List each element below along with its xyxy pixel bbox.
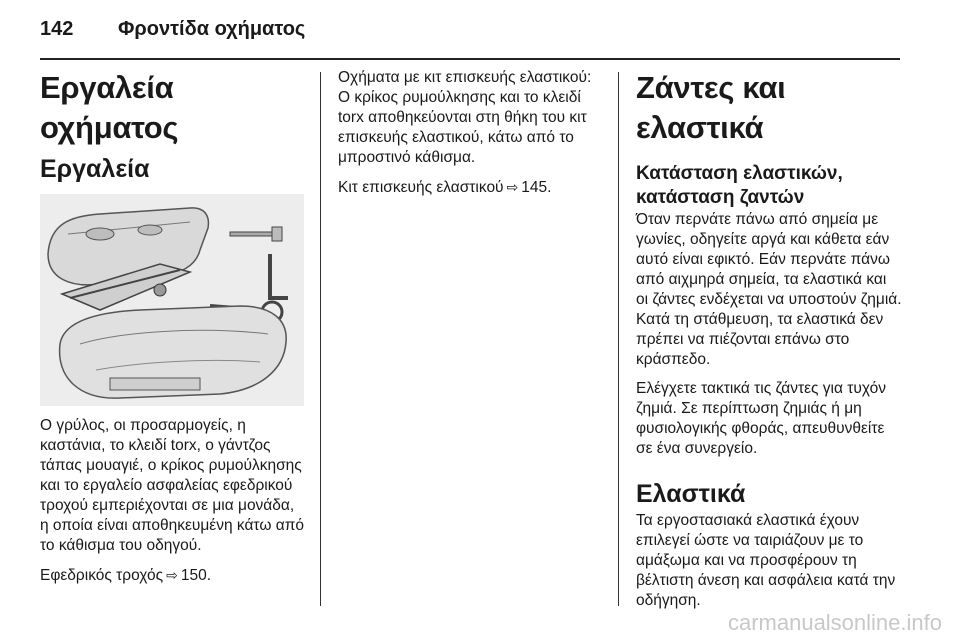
running-title: Φροντίδα οχήματος	[118, 18, 306, 40]
page-number: 142	[40, 18, 74, 40]
column-divider-2	[618, 72, 619, 606]
watermark: carmanualsonline.info	[727, 610, 942, 635]
section-heading-vehicle-tools: Εργαλεία οχήματος	[40, 70, 179, 145]
repair-kit-ref-page[interactable]: 145.	[521, 179, 552, 196]
spare-wheel-ref-page[interactable]: 150.	[180, 567, 212, 584]
repair-kit-description: Οχήματα με κιτ επισκευής ελαστικού: Ο κρίκος ρυμούλκησης και το κλειδί torx αποθηκεύονται στη θήκη του κιτ επισκευής ελαστικού, κάτω από το μπροστινό κάθισμα.	[338, 69, 592, 166]
repair-kit-ref-text: Κιτ επισκευής ελαστικού	[338, 179, 504, 196]
tools-description: Ο γρύλος, οι προσαρμογείς, η καστάνια, το κλειδί torx, ο γάντζος τάπας μουαγιέ, ο κρίκος ρυμούλκησης και το εργαλείο ασφαλείας εφεδρικού τροχού εμπεριέχονται σε μια μονάδα, η οποία είναι αποθηκευμένη κάτω από το κάθισμα του οδηγού.	[40, 417, 305, 554]
reference-arrow-icon: ⇨	[506, 179, 519, 195]
tool-kit-drawing	[40, 194, 304, 406]
subsection-heading-tyres: Ελαστικά	[636, 480, 746, 508]
subsection-heading-tools: Εργαλεία	[40, 155, 150, 183]
subsection-heading-tyre-condition: Κατάσταση ελαστικών, κατάσταση ζαντών	[636, 163, 843, 208]
column-3	[636, 68, 902, 620]
section-heading-wheels-tyres: Ζάντες και ελαστικά	[636, 70, 786, 145]
header-rule	[40, 58, 900, 60]
repair-kit-reference	[338, 177, 604, 198]
column-divider-1	[320, 72, 321, 606]
column-1	[40, 68, 306, 595]
spare-wheel-ref-text: Εφεδρικός τροχός	[40, 567, 164, 584]
column-2	[338, 68, 604, 207]
tyre-condition-paragraph-1: Όταν περνάτε πάνω από σημεία με γωνίες, οδηγείτε αργά και κάθετα εάν αυτό είναι εφικτό. Εάν περνάτε πάνω από αιχμηρά σημεία, τα ελαστικά και οι ζάντες ενδέχεται να υποστούν ζημιά. Κατά τη στάθμευση, τα ελαστικά δεν πρέπει να πιέζονται επάνω στο κράσπεδο.	[636, 211, 902, 368]
reference-arrow-icon: ⇨	[166, 567, 178, 583]
tyre-condition-paragraph-2: Ελέγχετε τακτικά τις ζάντες για τυχόν ζημιά. Σε περίπτωση ζημιάς ή μη φυσιολογικής φθοράς, απευθυνθείτε σε ένα συνεργείο.	[636, 380, 886, 457]
spare-wheel-reference	[40, 565, 306, 586]
page-header	[40, 18, 305, 48]
tyres-paragraph: Τα εργοστασιακά ελαστικά έχουν επιλεγεί ώστε να ταιριάζουν με το αμάξωμα και να προσφέρουν τη βέλτιστη άνεση και ασφάλεια κατά την οδήγηση.	[636, 512, 896, 609]
tools-illustration	[40, 194, 304, 406]
